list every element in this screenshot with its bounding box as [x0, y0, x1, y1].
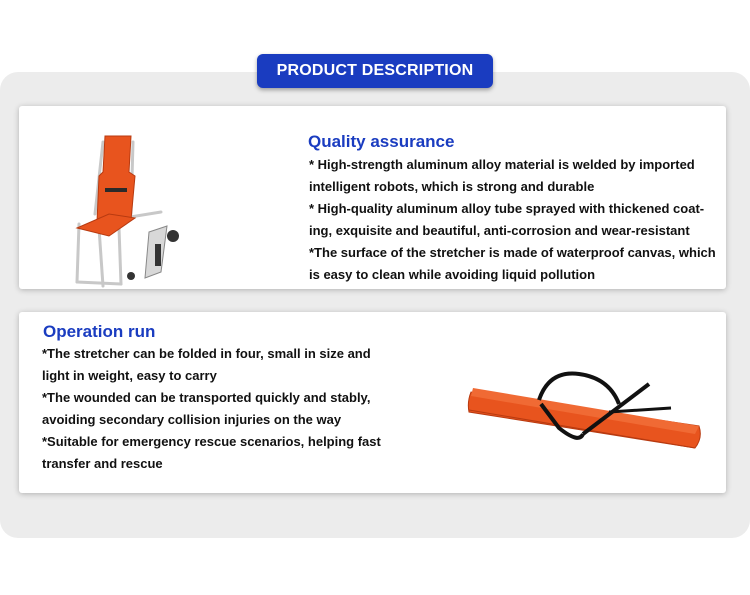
quality-assurance-text	[309, 154, 719, 286]
operation-line-1: *The stretcher can be folded in four, small in size and light in weight, easy to carry	[42, 346, 371, 383]
operation-line-2: *The wounded can be transported quickly and stably, avoiding secondary collision injuries on the way	[42, 390, 371, 427]
section-header	[257, 54, 493, 88]
section-header-title: PRODUCT DESCRIPTION	[276, 62, 474, 79]
operation-run-card	[19, 312, 726, 493]
quality-line-3: *The surface of the stretcher is made of waterproof canvas, which is easy to clean while avoiding liquid pollution	[309, 245, 716, 282]
stretcher-chair-image	[69, 132, 199, 292]
operation-run-title: Operation run	[43, 322, 156, 341]
carry-bag-image	[459, 364, 709, 454]
operation-line-3: *Suitable for emergency rescue scenarios, helping fast transfer and rescue	[42, 434, 381, 471]
quality-line-2: * High-quality aluminum alloy tube sprayed with thickened coat-ing, exquisite and beautiful, anti-corrosion and wear-resistant	[309, 201, 705, 238]
quality-assurance-card	[19, 106, 726, 289]
quality-line-1: * High-strength aluminum alloy material is welded by imported intelligent robots, which is strong and durable	[309, 157, 695, 194]
operation-run-text	[42, 343, 392, 475]
quality-assurance-title: Quality assurance	[308, 132, 455, 151]
